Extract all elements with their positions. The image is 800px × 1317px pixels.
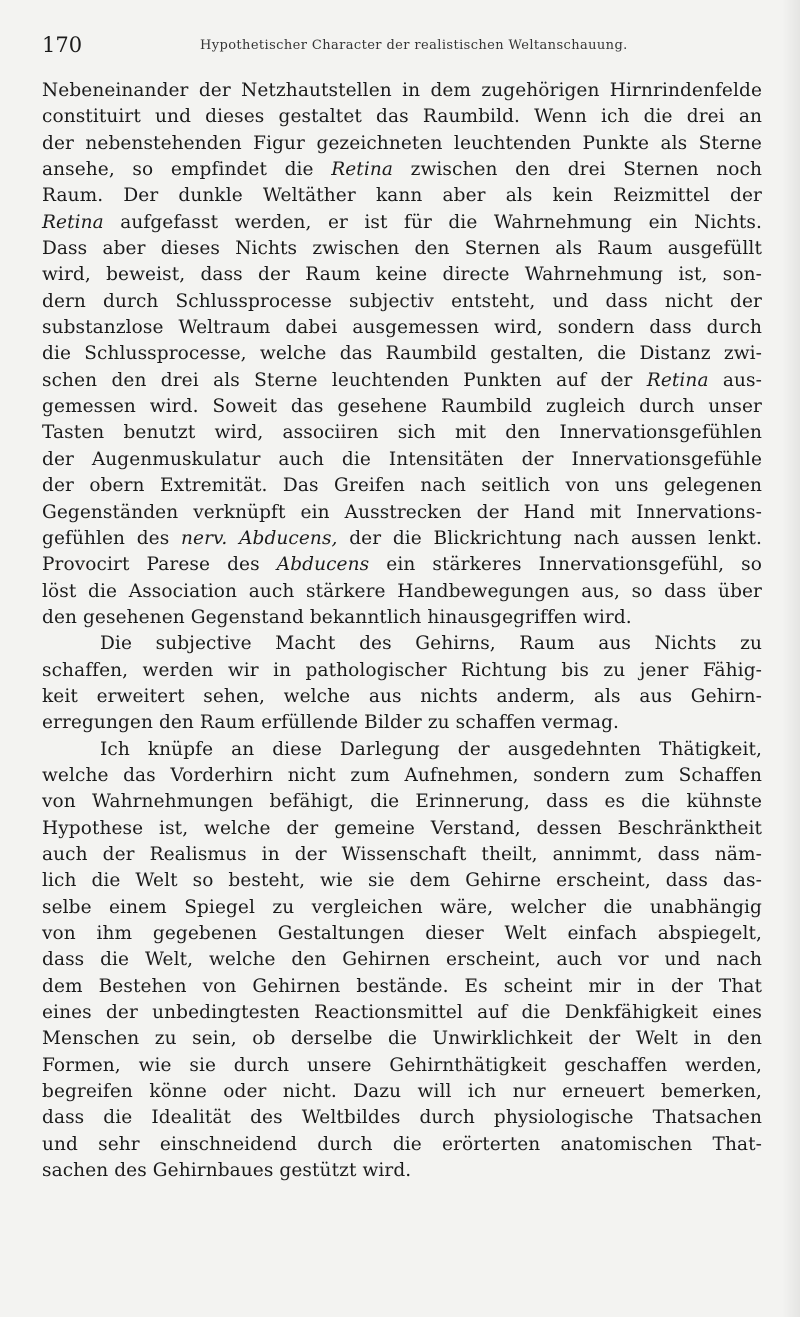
body-text bbox=[42, 78, 762, 1184]
text-segment: dern durch Schlussprocesse subjectiv entsteht, und dass nicht der bbox=[42, 290, 762, 312]
text-segment: Menschen zu sein, ob derselbe die Unwirklichkeit der Welt in den bbox=[42, 1028, 762, 1050]
text-line bbox=[42, 183, 762, 209]
text-segment: aufgefasst werden, er ist für die Wahrnehmung ein Nichts. bbox=[103, 211, 762, 233]
text-segment: der obern Extremität. Das Greifen nach seitlich von uns gelegenen bbox=[42, 475, 762, 497]
text-line bbox=[42, 579, 762, 605]
text-segment: Hypothese ist, welche der gemeine Verstand, dessen Beschränktheit bbox=[42, 817, 762, 839]
text-segment: den gesehenen Gegenstand bekanntlich hinausgegriffen wird. bbox=[42, 606, 632, 628]
text-line bbox=[42, 262, 762, 288]
text-line bbox=[42, 526, 762, 552]
text-segment: sachen des Gehirnbaues gestützt wird. bbox=[42, 1160, 412, 1182]
text-segment: der Augenmuskulatur auch die Intensitäten der Innervationsgefühle bbox=[42, 448, 762, 470]
text-line bbox=[42, 315, 762, 341]
text-line bbox=[42, 236, 762, 262]
text-segment: schen den drei als Sterne leuchtenden Punkten auf der bbox=[42, 369, 647, 391]
text-line bbox=[42, 157, 762, 183]
text-line bbox=[42, 1026, 762, 1052]
page-edge-shadow bbox=[782, 0, 800, 1317]
text-line bbox=[42, 131, 762, 157]
text-segment: löst die Association auch stärkere Handbewegungen aus, so dass über bbox=[42, 580, 762, 602]
text-line bbox=[42, 684, 762, 710]
text-segment: von ihm gegebenen Gestaltungen dieser Welt einfach abspiegelt, bbox=[42, 923, 762, 944]
text-line bbox=[42, 895, 762, 921]
text-segment: keit erweitert sehen, welche aus nichts anderm, als aus Gehirn- bbox=[42, 685, 762, 707]
text-segment: Provocirt Parese des bbox=[42, 554, 277, 576]
text-line bbox=[42, 1053, 762, 1079]
text-line bbox=[42, 1079, 762, 1105]
text-segment: dem Bestehen von Gehirnen bestände. Es scheint mir in der That bbox=[42, 975, 762, 997]
text-line bbox=[42, 341, 762, 367]
text-segment: wird, beweist, dass der Raum keine directe Wahrnehmung ist, son- bbox=[42, 264, 762, 286]
text-line bbox=[42, 605, 762, 631]
text-segment: Ich knüpfe an diese Darlegung der ausgedehnten Thätigkeit, bbox=[100, 738, 762, 760]
text-segment: welche das Vorderhirn nicht zum Aufnehmen, sondern zum Schaffen bbox=[42, 764, 762, 786]
text-segment: lich die Welt so besteht, wie sie dem Gehirne erscheint, dass das- bbox=[42, 870, 762, 892]
text-segment: ansehe, so empfindet die bbox=[42, 159, 332, 181]
text-line bbox=[42, 473, 762, 499]
text-line bbox=[42, 552, 762, 578]
text-segment: Die subjective Macht des Gehirns, Raum aus Nichts zu bbox=[100, 633, 762, 655]
text-line bbox=[42, 394, 762, 420]
text-segment: ein stärkeres Innervationsgefühl, so bbox=[369, 554, 763, 576]
text-line bbox=[42, 210, 762, 236]
text-line bbox=[42, 447, 762, 473]
text-line bbox=[42, 868, 762, 894]
text-line bbox=[42, 947, 762, 973]
page-header bbox=[42, 32, 762, 58]
text-segment: schaffen, werden wir in pathologischer Richtung bis zu jener Fähig- bbox=[42, 659, 762, 681]
text-line bbox=[42, 974, 762, 1000]
text-segment: dass die Welt, welche den Gehirnen erscheint, auch vor und nach bbox=[42, 949, 762, 971]
text-segment: Nebeneinander der Netzhautstellen in dem zugehörigen Hirnrindenfelde bbox=[42, 80, 762, 101]
text-segment: die Schlussprocesse, welche das Raumbild gestalten, die Distanz zwi- bbox=[42, 343, 762, 365]
text-line bbox=[42, 420, 762, 446]
text-segment: Gegenständen verknüpft ein Ausstrecken der Hand mit Innervations- bbox=[42, 501, 762, 523]
text-line bbox=[42, 368, 762, 394]
italic-term: Retina bbox=[42, 211, 104, 233]
text-segment: begreifen könne oder nicht. Dazu will ich nur erneuert bemerken, bbox=[42, 1081, 762, 1103]
text-line bbox=[42, 763, 762, 789]
text-segment: der die Blickrichtung nach aussen lenkt. bbox=[337, 527, 762, 549]
text-segment: Tasten benutzt wird, associiren sich mit den Innervationsgefühlen bbox=[42, 422, 762, 444]
text-line bbox=[42, 658, 762, 684]
text-segment: eines der unbedingtesten Reactionsmittel auf die Denkfähigkeit eines bbox=[42, 1002, 762, 1024]
text-segment: Dass aber dieses Nichts zwischen den Sternen als Raum ausgefüllt bbox=[42, 238, 762, 260]
text-segment: von Wahrnehmungen befähigt, die Erinnerung, dass es die kühnste bbox=[42, 791, 762, 813]
italic-term: Retina bbox=[646, 369, 709, 391]
text-line bbox=[42, 1158, 762, 1184]
text-line bbox=[42, 1132, 762, 1158]
text-segment: auch der Realismus in der Wissenschaft theilt, annimmt, dass näm- bbox=[42, 843, 762, 865]
text-segment: constituirt und dieses gestaltet das Raumbild. Wenn ich die drei an bbox=[42, 106, 762, 128]
text-line bbox=[42, 842, 762, 868]
italic-term: Retina bbox=[331, 159, 393, 181]
text-segment: gemessen wird. Soweit das gesehene Raumbild zugleich durch unser bbox=[42, 396, 762, 418]
text-segment: Raum. Der dunkle Weltäther kann aber als kein Reizmittel der bbox=[42, 185, 762, 207]
italic-term: nerv. Abducens, bbox=[181, 527, 338, 549]
text-line bbox=[42, 1000, 762, 1026]
text-line bbox=[42, 710, 762, 736]
running-title: Hypothetischer Character der realistischen Weltanschauung. bbox=[200, 38, 628, 53]
text-segment: und sehr einschneidend durch die erörterten anatomischen That- bbox=[42, 1133, 762, 1155]
page-number: 170 bbox=[42, 33, 83, 57]
text-line bbox=[42, 1105, 762, 1131]
text-segment: Formen, wie sie durch unsere Gehirnthätigkeit geschaffen werden, bbox=[42, 1054, 762, 1076]
text-line bbox=[42, 816, 762, 842]
text-segment: dass die Idealität des Weltbildes durch physiologische Thatsachen bbox=[42, 1107, 762, 1129]
italic-term: Abducens bbox=[276, 554, 370, 576]
text-line bbox=[42, 500, 762, 526]
text-line bbox=[42, 789, 762, 815]
text-segment: gefühlen des bbox=[42, 527, 182, 549]
text-segment: selbe einem Spiegel zu vergleichen wäre, welcher die unabhängig bbox=[42, 896, 762, 918]
text-line bbox=[42, 921, 762, 947]
text-segment: der nebenstehenden Figur gezeichneten leuchtenden Punkte als Sterne bbox=[42, 132, 762, 154]
text-segment: erregungen den Raum erfüllende Bilder zu schaffen vermag. bbox=[42, 712, 620, 734]
text-segment: substanzlose Weltraum dabei ausgemessen wird, sondern dass durch bbox=[42, 317, 762, 339]
text-line bbox=[42, 631, 762, 657]
text-segment: zwischen den drei Sternen noch bbox=[393, 159, 762, 181]
text-line bbox=[42, 104, 762, 130]
text-line bbox=[42, 78, 762, 104]
text-segment: aus- bbox=[708, 369, 762, 391]
text-line bbox=[42, 737, 762, 763]
text-line bbox=[42, 289, 762, 315]
